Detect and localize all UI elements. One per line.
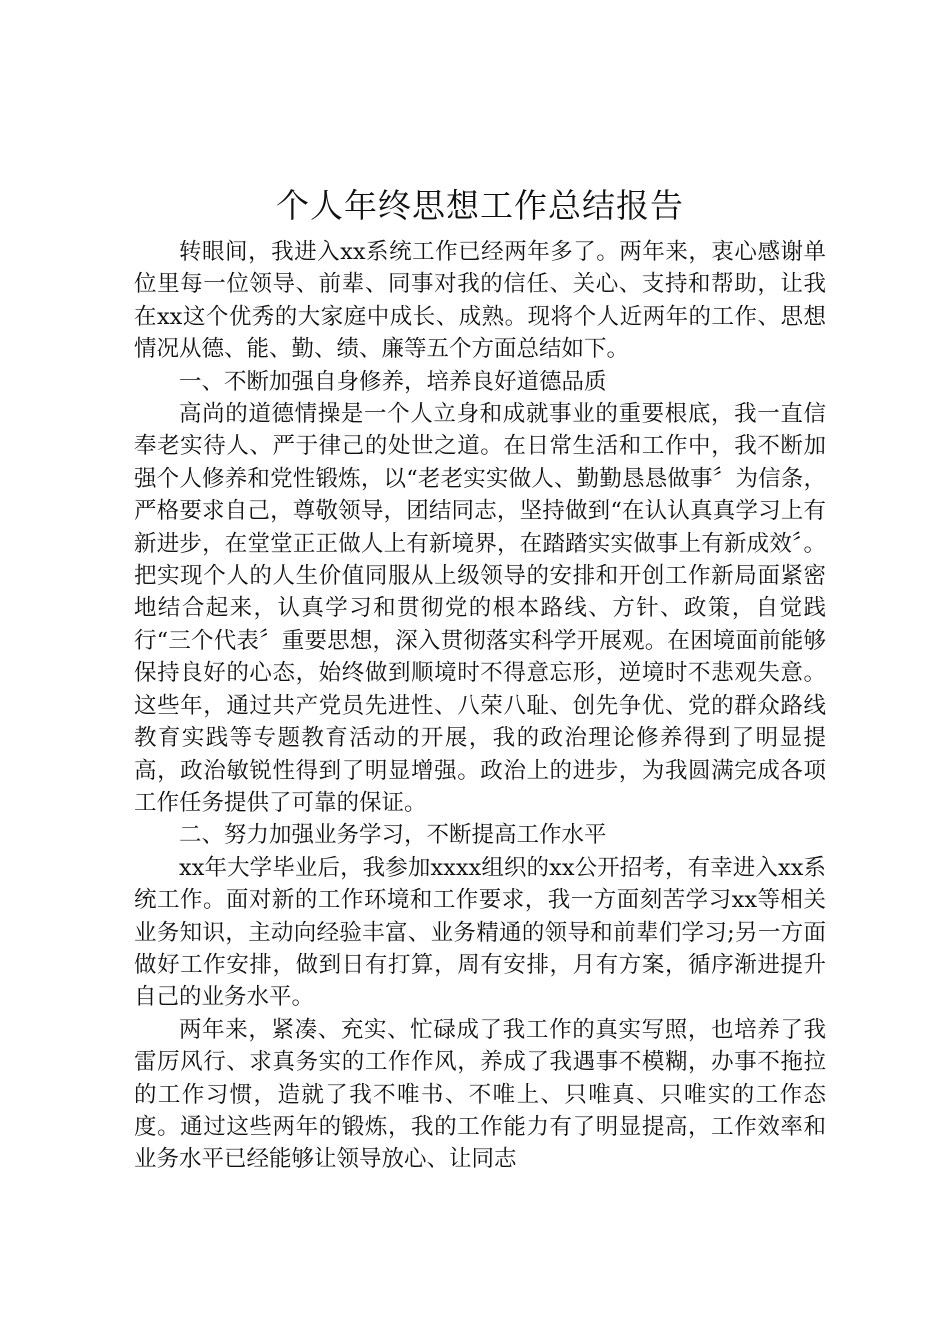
section-1-paragraph: 高尚的道德情操是一个人立身和成就事业的重要根底，我一直信奉老实待人、严于律己的处世之道。在日常生活和工作中，我不断加强个人修养和党性锻炼，以“老老实实做人、勤勤恳恳做事〞为信条，严格要求自己，尊敬领导，团结同志，坚持做到“在认认真真学习上有新进步，在堂堂正正做人上有新境界，在踏踏实实做事上有新成效〞。把实现个人的人生价值同服从上级领导的安排和开创工作新局面紧密地结合起来，认真学习和贯彻党的根本路线、方针、政策，自觉践行“三个代表〞重要思想，深入贯彻落实科学开展观。在困境面前能够保持良好的心态，始终做到顺境时不得意忘形，逆境时不悲观失意。这些年，通过共产党员先进性、八荣八耻、创先争优、党的群众路线教育实践等专题教育活动的开展，我的政治理论修养得到了明显提高，政治敏锐性得到了明显增强。政治上的进步，为我圆满完成各项工作任务提供了可靠的保证。 xyxy=(134,401,826,816)
document-page xyxy=(134,178,826,1176)
intro-paragraph: 转眼间，我进入xx系统工作已经两年多了。两年来，衷心感谢单位里每一位领导、前辈、同事对我的信任、关心、支持和帮助，让我在xx这个优秀的大家庭中成长、成熟。现将个人近两年的工作、思想情况从德、能、勤、绩、廉等五个方面总结如下。 xyxy=(134,239,826,363)
section-2-paragraph-2: 两年来，紧凑、充实、忙碌成了我工作的真实写照，也培养了我雷厉风行、求真务实的工作作风，养成了我遇事不模糊，办事不拖拉的工作习惯，造就了我不唯书、不唯上、只唯真、只唯实的工作态度。通过这些两年的锻炼，我的工作能力有了明显提高，工作效率和业务水平已经能够让领导放心、让同志 xyxy=(134,1016,826,1173)
section-heading-1: 一、不断加强自身修养，培养良好道德品质 xyxy=(179,368,607,395)
document-title: 个人年终思想工作总结报告 xyxy=(276,186,684,225)
section-heading-2: 二、努力加强业务学习，不断提高工作水平 xyxy=(179,822,607,849)
section-2-paragraph-1: xx年大学毕业后，我参加xxxx组织的xx公开招考，有幸进入xx系统工作。面对新的工作环境和工作要求，我一方面刻苦学习xx等相关业务知识，主动向经验丰富、业务精通的领导和前辈们学习;另一方面做好工作安排，做到日有打算，周有安排，月有方案，循序渐进提升自己的业务水平。 xyxy=(134,854,826,1011)
